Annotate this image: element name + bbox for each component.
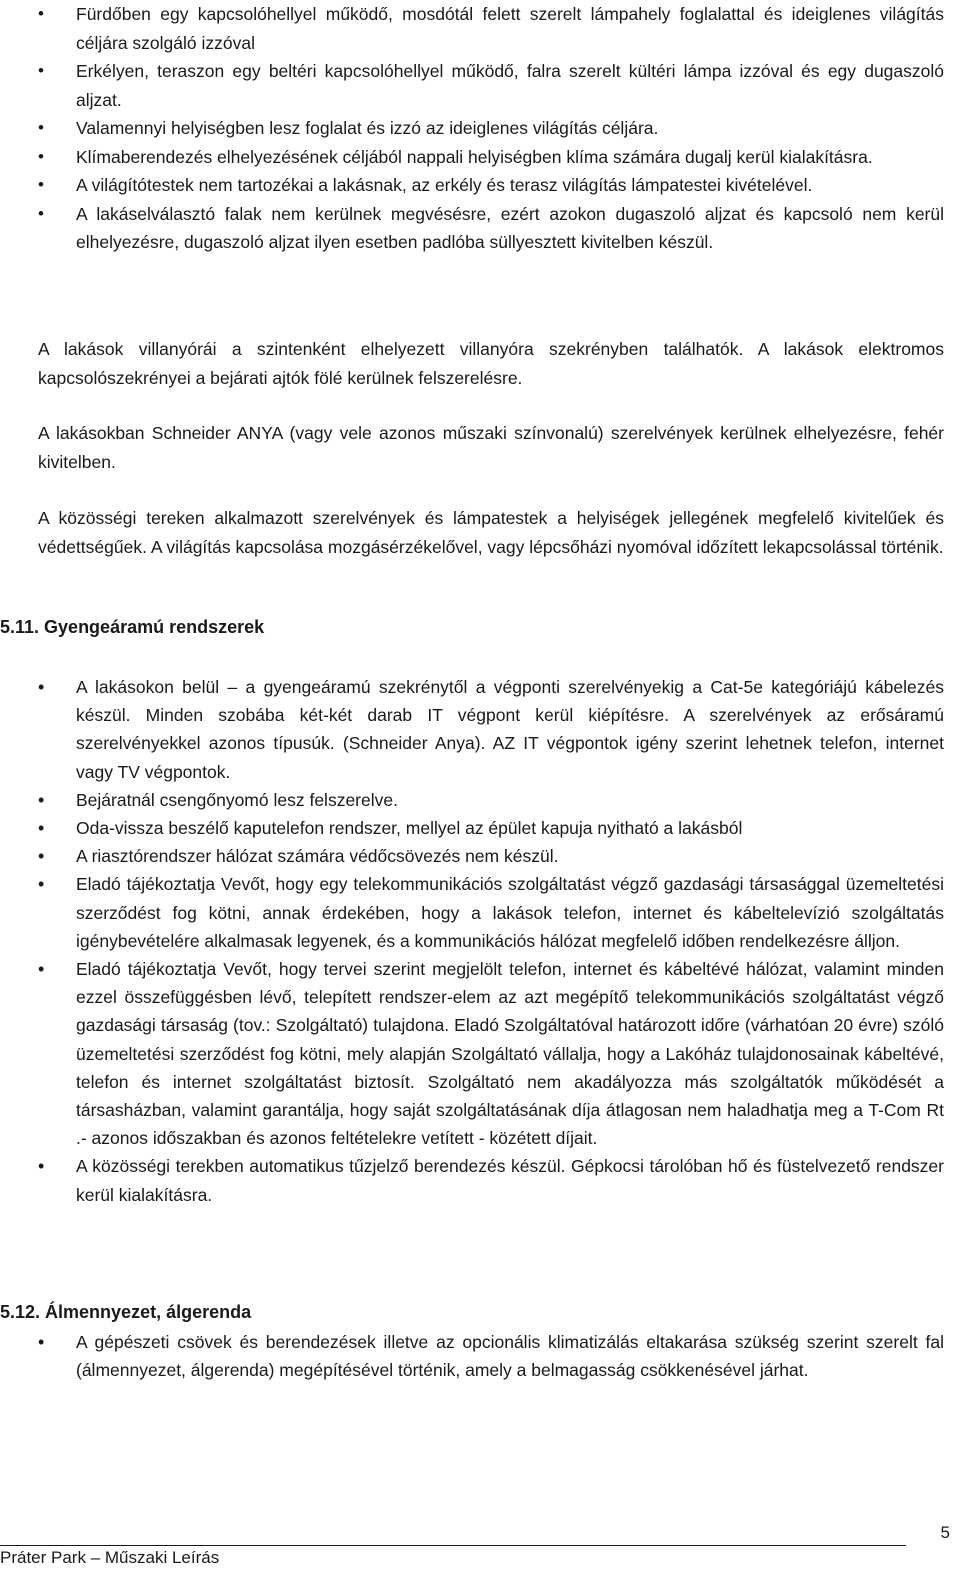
bullet-icon: • <box>38 677 45 697</box>
list-item-text: A világítótestek nem tartozékai a lakásnak, az erkély és terasz világítás lámpatestei kivételével. <box>76 175 813 195</box>
bullet-icon: • <box>38 874 45 895</box>
list-item-text: Erkélyen, teraszon egy beltéri kapcsolóhellyel működő, falra szerelt kültéri lámpa izzóval és egy dugaszoló aljzat. <box>76 61 944 110</box>
bullet-icon: • <box>38 203 44 223</box>
list-item-text: A közösségi terekben automatikus tűzjelző berendezés készül. Gépkocsi tárolóban hő és füstelvezető rendszer kerül kialakításra. <box>76 1156 944 1205</box>
bullet-icon: • <box>38 118 44 137</box>
bullet-icon: • <box>38 1332 45 1352</box>
list-item-text: A lakásokon belül – a gyengeáramú szekrénytől a végponti szerelvényekig a Cat-5e kategóriájú kábelezés készül. Minden szobába két-két darab IT végpont kerül kiépítésre. A szerelvények az erősáramú szerelvényekkel azonos típusúk. (Schneider Anya). AZ IT végpontok igény szerint lehetnek telefon, internet vagy TV végpontok. <box>76 677 944 782</box>
paragraph-fittings: A lakásokban Schneider ANYA (vagy vele azonos műszaki színvonalú) szerelvények kerülnek elhelyezésre, fehér kivitelben. <box>38 423 944 472</box>
bullet-icon: • <box>38 61 44 80</box>
false-ceiling-list <box>38 1328 944 1384</box>
list-item <box>38 143 944 172</box>
bullet-icon: • <box>38 959 45 980</box>
weak-current-list <box>38 673 944 1209</box>
bullet-icon: • <box>38 175 44 194</box>
list-item <box>38 842 944 870</box>
list-item <box>38 1328 944 1384</box>
list-item-text: Bejáratnál csengőnyomó lesz felszerelve. <box>76 789 398 810</box>
bullet-icon: • <box>38 846 45 867</box>
footer-title: Práter Park – Műszaki Leírás <box>0 1548 220 1567</box>
list-item-text: Fürdőben egy kapcsolóhellyel működő, mosdótál felett szerelt lámpahely foglalattal és ideiglenes világítás céljára szolgáló izzóval <box>76 4 944 53</box>
list-item <box>38 171 944 200</box>
list-item <box>38 114 944 143</box>
bullet-icon: • <box>38 146 44 166</box>
list-item-text: Valamennyi helyiségben lesz foglalat és izzó az ideiglenes világítás céljára. <box>76 118 659 138</box>
top-bullet-list <box>38 0 944 257</box>
section-heading-false-ceiling: 5.12. Álmennyezet, álgerenda <box>0 1302 252 1322</box>
page-number: 5 <box>940 1523 950 1542</box>
list-item <box>38 1152 944 1208</box>
footer-divider <box>0 1545 906 1546</box>
list-item <box>38 955 944 1152</box>
list-item <box>38 786 944 814</box>
list-item-text: Eladó tájékoztatja Vevőt, hogy egy telekommunikációs szolgáltatást végző gazdasági társasággal üzemeltetési szerződést fog kötni, annak érdekében, hogy a lakások telefon, internet és kábeltelevízió szolgáltatás igénybevételére alkalmasak legyenek, és a kommunikációs hálózat megfelelő időben rendelkezésre álljon. <box>76 874 944 951</box>
paragraph-common-areas: A közösségi tereken alkalmazott szerelvények és lámpatestek a helyiségek jellegének megfelelő kivitelűek és védettségűek. A világítás kapcsolása mozgásérzékelővel, vagy lépcsőházi nyomóval időzített lekapcsolással történik. <box>38 508 944 557</box>
list-item <box>38 814 944 842</box>
list-item <box>38 673 944 786</box>
bullet-icon: • <box>38 789 45 810</box>
list-item <box>38 870 944 955</box>
list-item-text: A lakáselválasztó falak nem kerülnek megvésésre, ezért azokon dugaszoló aljzat és kapcsoló nem kerül elhelyezésre, dugaszoló aljzat ilyen esetben padlóba süllyesztett kivitelben készül. <box>76 203 944 252</box>
bullet-icon: • <box>38 4 44 23</box>
list-item-text: Oda-vissza beszélő kaputelefon rendszer, mellyel az épület kapuja nyitható a lakásból <box>76 818 743 839</box>
paragraph-meters: A lakások villanyórái a szintenként elhelyezett villanyóra szekrényben találhatók. A lakások elektromos kapcsolószekrényei a bejárati ajtók fölé kerülnek felszerelésre. <box>38 339 944 388</box>
section-heading-weak-current: 5.11. Gyengeáramú rendszerek <box>0 617 265 637</box>
bullet-icon: • <box>38 1156 45 1177</box>
list-item <box>38 200 944 257</box>
list-item-text: Klímaberendezés elhelyezésének céljából nappali helyiségben klíma számára dugalj kerül kialakításra. <box>76 146 873 167</box>
list-item-text: A riasztórendszer hálózat számára védőcsövezés nem készül. <box>76 846 559 867</box>
list-item <box>38 0 944 57</box>
list-item-text: Eladó tájékoztatja Vevőt, hogy tervei szerint megjelölt telefon, internet és kábeltévé hálózat, valamint minden ezzel összefüggésben lévő, telepített rendszer-elem az azt megépítő telekommunikációs szolgáltatást végző gazdasági társaság (tov.: Szolgáltató) tulajdona. Eladó Szolgáltatóval határozott időre (várhatóan 20 évre) szóló üzemeltetési szerződést fog kötni, mely alapján Szolgáltató vállalja, hogy a Lakóház tulajdonosainak kábeltévé, telefon és internet szolgáltatást biztosít. Szolgáltató nem akadályozza más szolgáltatók működését a társasházban, valamint garantálja, hogy saját szolgáltatásának díja átlagosan nem haladhatja meg a T-Com Rt .- azonos időszakban és azonos feltételekre vetített - közétett díjait. <box>76 959 944 1149</box>
bullet-icon: • <box>38 818 45 839</box>
list-item-text: A gépészeti csövek és berendezések illetve az opcionális klimatizálás eltakarása szükség szerint szerelt fal (álmennyezet, álgerenda) megépítésével történik, amely a belmagasság csökkenésével járhat. <box>76 1332 944 1381</box>
list-item <box>38 57 944 114</box>
